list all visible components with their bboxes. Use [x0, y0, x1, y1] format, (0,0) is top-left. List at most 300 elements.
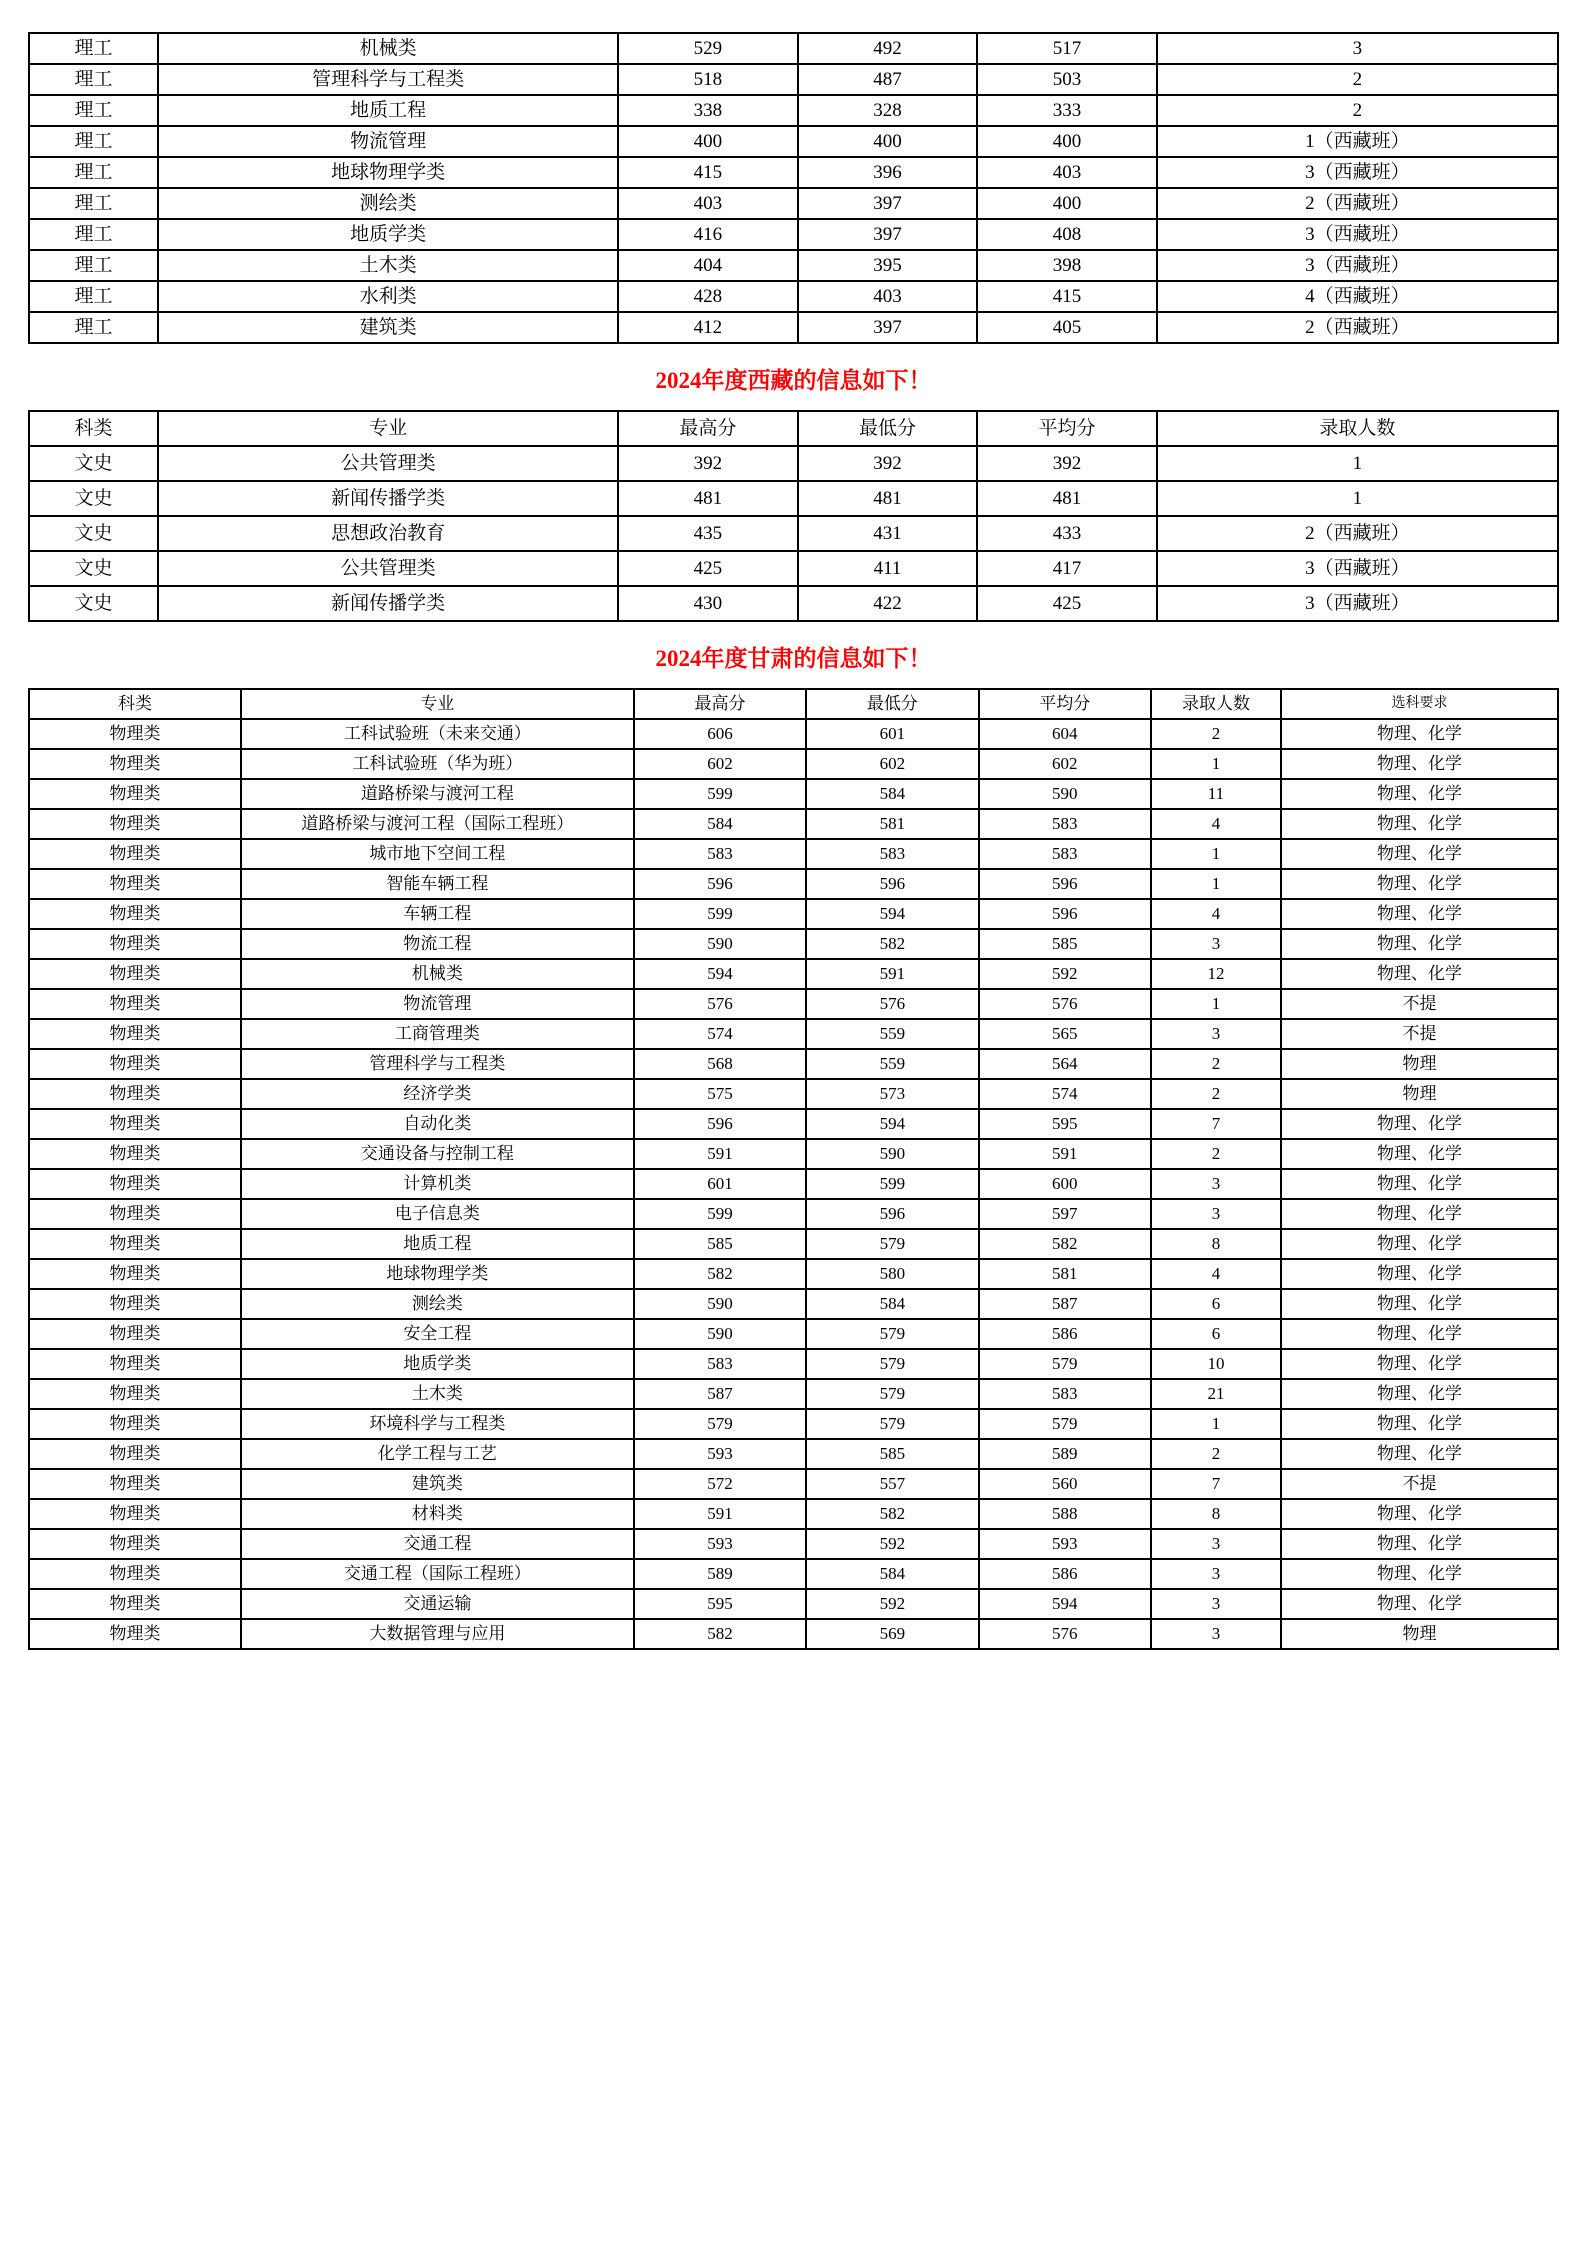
table-row	[29, 809, 1558, 839]
cell-high: 415	[618, 157, 798, 188]
table-row	[29, 1349, 1558, 1379]
cell-major: 机械类	[241, 959, 634, 989]
cell-high: 412	[618, 312, 798, 343]
cell-subject: 物理、化学	[1281, 1109, 1558, 1139]
table-row	[29, 1559, 1558, 1589]
table-row	[29, 481, 1558, 516]
cell-high: 599	[634, 779, 806, 809]
table-row	[29, 899, 1558, 929]
cell-avg: 586	[979, 1559, 1151, 1589]
cell-major: 水利类	[158, 281, 618, 312]
cell-type: 理工	[29, 95, 158, 126]
table-row	[29, 1589, 1558, 1619]
cell-count: 2（西藏班）	[1157, 516, 1558, 551]
cell-low: 392	[798, 446, 978, 481]
cell-count: 2	[1151, 1139, 1281, 1169]
cell-avg: 596	[979, 869, 1151, 899]
cell-count: 3	[1151, 1019, 1281, 1049]
cell-count: 3（西藏班）	[1157, 250, 1558, 281]
tibet-section-title: 2024年度西藏的信息如下！	[655, 368, 932, 393]
cell-high: 591	[634, 1139, 806, 1169]
cell-major: 交通运输	[241, 1589, 634, 1619]
cell-type: 理工	[29, 312, 158, 343]
cell-low: 411	[798, 551, 978, 586]
cell-type: 理工	[29, 33, 158, 64]
cell-subject: 物理、化学	[1281, 1379, 1558, 1409]
cell-major: 公共管理类	[158, 446, 618, 481]
cell-count: 1	[1151, 989, 1281, 1019]
cell-avg: 583	[979, 839, 1151, 869]
cell-avg: 582	[979, 1229, 1151, 1259]
tibet-continued-table	[28, 32, 1559, 344]
cell-subject: 不提	[1281, 989, 1558, 1019]
cell-major: 道路桥梁与渡河工程	[241, 779, 634, 809]
table-row	[29, 1439, 1558, 1469]
cell-type: 物理类	[29, 1079, 241, 1109]
table-row	[29, 219, 1558, 250]
cell-count: 8	[1151, 1499, 1281, 1529]
cell-count: 7	[1151, 1469, 1281, 1499]
cell-avg: 602	[979, 749, 1151, 779]
cell-low: 601	[806, 719, 978, 749]
cell-major: 工商管理类	[241, 1019, 634, 1049]
cell-type: 物理类	[29, 1589, 241, 1619]
cell-subject: 物理、化学	[1281, 929, 1558, 959]
cell-high: 572	[634, 1469, 806, 1499]
cell-avg: 481	[977, 481, 1157, 516]
cell-major: 自动化类	[241, 1109, 634, 1139]
cell-type: 理工	[29, 281, 158, 312]
cell-major: 公共管理类	[158, 551, 618, 586]
cell-high: 601	[634, 1169, 806, 1199]
cell-avg: 591	[979, 1139, 1151, 1169]
cell-type: 物理类	[29, 809, 241, 839]
cell-type: 物理类	[29, 1259, 241, 1289]
cell-count: 6	[1151, 1289, 1281, 1319]
bottom-spacer	[0, 1650, 1587, 1664]
cell-low: 602	[806, 749, 978, 779]
column-header-low: 最低分	[798, 411, 978, 446]
cell-low: 599	[806, 1169, 978, 1199]
cell-avg: 596	[979, 899, 1151, 929]
cell-count: 8	[1151, 1229, 1281, 1259]
cell-low: 582	[806, 1499, 978, 1529]
cell-count: 3（西藏班）	[1157, 551, 1558, 586]
column-header-high: 最高分	[618, 411, 798, 446]
table-row	[29, 719, 1558, 749]
cell-count: 4	[1151, 809, 1281, 839]
cell-subject: 物理、化学	[1281, 1259, 1558, 1289]
cell-subject: 物理、化学	[1281, 1139, 1558, 1169]
cell-high: 392	[618, 446, 798, 481]
table-row	[29, 312, 1558, 343]
cell-high: 435	[618, 516, 798, 551]
cell-high: 583	[634, 1349, 806, 1379]
cell-high: 606	[634, 719, 806, 749]
cell-subject: 物理、化学	[1281, 1349, 1558, 1379]
cell-avg: 593	[979, 1529, 1151, 1559]
table-row	[29, 959, 1558, 989]
table-row	[29, 516, 1558, 551]
top-spacer	[0, 0, 1587, 32]
cell-avg: 590	[979, 779, 1151, 809]
cell-avg: 408	[977, 219, 1157, 250]
cell-low: 581	[806, 809, 978, 839]
cell-major: 交通设备与控制工程	[241, 1139, 634, 1169]
cell-subject: 物理、化学	[1281, 719, 1558, 749]
cell-major: 建筑类	[241, 1469, 634, 1499]
cell-avg: 576	[979, 1619, 1151, 1649]
table-row	[29, 1409, 1558, 1439]
tibet-continued-table-body	[29, 33, 1558, 343]
cell-major: 智能车辆工程	[241, 869, 634, 899]
cell-low: 403	[798, 281, 978, 312]
tibet-table-head	[29, 411, 1558, 446]
cell-subject: 物理、化学	[1281, 1319, 1558, 1349]
table-row	[29, 250, 1558, 281]
cell-high: 590	[634, 1289, 806, 1319]
cell-major: 新闻传播学类	[158, 481, 618, 516]
table-row	[29, 551, 1558, 586]
cell-avg: 586	[979, 1319, 1151, 1349]
cell-major: 车辆工程	[241, 899, 634, 929]
cell-major: 管理科学与工程类	[241, 1049, 634, 1079]
cell-subject: 物理、化学	[1281, 1289, 1558, 1319]
cell-major: 道路桥梁与渡河工程（国际工程班）	[241, 809, 634, 839]
table-row	[29, 1019, 1558, 1049]
column-header-type: 科类	[29, 411, 158, 446]
cell-high: 590	[634, 929, 806, 959]
cell-count: 21	[1151, 1379, 1281, 1409]
gansu-table	[28, 688, 1559, 1650]
cell-count: 3	[1151, 1199, 1281, 1229]
column-header-major: 专业	[241, 689, 634, 719]
cell-high: 599	[634, 1199, 806, 1229]
column-header-high: 最高分	[634, 689, 806, 719]
cell-count: 2	[1157, 95, 1558, 126]
cell-avg: 398	[977, 250, 1157, 281]
cell-count: 3	[1151, 1619, 1281, 1649]
cell-major: 城市地下空间工程	[241, 839, 634, 869]
cell-high: 416	[618, 219, 798, 250]
cell-low: 569	[806, 1619, 978, 1649]
table-row	[29, 1469, 1558, 1499]
cell-type: 物理类	[29, 1619, 241, 1649]
cell-avg: 565	[979, 1019, 1151, 1049]
cell-high: 574	[634, 1019, 806, 1049]
cell-low: 579	[806, 1229, 978, 1259]
table-row	[29, 1379, 1558, 1409]
cell-count: 3	[1151, 1529, 1281, 1559]
table-row	[29, 1109, 1558, 1139]
cell-count: 1（西藏班）	[1157, 126, 1558, 157]
cell-low: 397	[798, 312, 978, 343]
column-header-count: 录取人数	[1157, 411, 1558, 446]
cell-major: 工科试验班（未来交通）	[241, 719, 634, 749]
table-row	[29, 1619, 1558, 1649]
cell-avg: 425	[977, 586, 1157, 621]
cell-major: 机械类	[158, 33, 618, 64]
cell-low: 431	[798, 516, 978, 551]
cell-count: 10	[1151, 1349, 1281, 1379]
cell-low: 328	[798, 95, 978, 126]
cell-low: 580	[806, 1259, 978, 1289]
cell-high: 593	[634, 1529, 806, 1559]
table-row	[29, 1229, 1558, 1259]
cell-type: 文史	[29, 551, 158, 586]
cell-low: 592	[806, 1589, 978, 1619]
cell-avg: 595	[979, 1109, 1151, 1139]
cell-high: 529	[618, 33, 798, 64]
cell-major: 地质学类	[158, 219, 618, 250]
table-row	[29, 586, 1558, 621]
cell-count: 3（西藏班）	[1157, 157, 1558, 188]
cell-high: 576	[634, 989, 806, 1019]
cell-high: 568	[634, 1049, 806, 1079]
cell-high: 596	[634, 869, 806, 899]
cell-avg: 564	[979, 1049, 1151, 1079]
cell-low: 582	[806, 929, 978, 959]
cell-low: 557	[806, 1469, 978, 1499]
table-row	[29, 1289, 1558, 1319]
cell-major: 测绘类	[158, 188, 618, 219]
cell-high: 582	[634, 1259, 806, 1289]
cell-low: 596	[806, 1199, 978, 1229]
cell-high: 583	[634, 839, 806, 869]
cell-type: 物理类	[29, 1349, 241, 1379]
cell-low: 559	[806, 1049, 978, 1079]
cell-count: 2	[1157, 64, 1558, 95]
cell-major: 土木类	[158, 250, 618, 281]
cell-avg: 579	[979, 1349, 1151, 1379]
cell-count: 1	[1151, 1409, 1281, 1439]
cell-count: 3	[1151, 1559, 1281, 1589]
cell-avg: 400	[977, 188, 1157, 219]
cell-major: 地球物理学类	[241, 1259, 634, 1289]
cell-avg: 405	[977, 312, 1157, 343]
cell-subject: 物理、化学	[1281, 1589, 1558, 1619]
cell-type: 物理类	[29, 1469, 241, 1499]
cell-high: 590	[634, 1319, 806, 1349]
cell-type: 物理类	[29, 1199, 241, 1229]
cell-count: 12	[1151, 959, 1281, 989]
cell-type: 物理类	[29, 1439, 241, 1469]
cell-type: 物理类	[29, 1499, 241, 1529]
cell-type: 理工	[29, 157, 158, 188]
cell-high: 403	[618, 188, 798, 219]
cell-major: 电子信息类	[241, 1199, 634, 1229]
cell-type: 理工	[29, 250, 158, 281]
cell-low: 492	[798, 33, 978, 64]
cell-avg: 594	[979, 1589, 1151, 1619]
column-header-count: 录取人数	[1151, 689, 1281, 719]
gansu-table-header-row	[29, 689, 1558, 719]
table-row	[29, 446, 1558, 481]
column-header-type: 科类	[29, 689, 241, 719]
cell-type: 理工	[29, 188, 158, 219]
table-row	[29, 869, 1558, 899]
cell-avg: 592	[979, 959, 1151, 989]
tibet-table-header-row	[29, 411, 1558, 446]
cell-high: 584	[634, 809, 806, 839]
cell-avg: 400	[977, 126, 1157, 157]
cell-subject: 物理、化学	[1281, 1439, 1558, 1469]
cell-low: 579	[806, 1379, 978, 1409]
cell-major: 地质工程	[241, 1229, 634, 1259]
column-header-avg: 平均分	[977, 411, 1157, 446]
cell-type: 物理类	[29, 989, 241, 1019]
cell-low: 396	[798, 157, 978, 188]
table-row	[29, 749, 1558, 779]
cell-type: 文史	[29, 446, 158, 481]
column-header-avg: 平均分	[979, 689, 1151, 719]
cell-major: 物流管理	[158, 126, 618, 157]
cell-low: 590	[806, 1139, 978, 1169]
table-row	[29, 157, 1558, 188]
cell-major: 管理科学与工程类	[158, 64, 618, 95]
cell-low: 422	[798, 586, 978, 621]
table-row	[29, 33, 1558, 64]
cell-avg: 600	[979, 1169, 1151, 1199]
cell-major: 环境科学与工程类	[241, 1409, 634, 1439]
table-row	[29, 1169, 1558, 1199]
cell-subject: 物理、化学	[1281, 749, 1558, 779]
cell-count: 1	[1157, 446, 1558, 481]
cell-type: 理工	[29, 64, 158, 95]
gansu-section-title: 2024年度甘肃的信息如下！	[655, 646, 932, 671]
cell-subject: 物理、化学	[1281, 959, 1558, 989]
cell-avg: 579	[979, 1409, 1151, 1439]
gansu-table-head	[29, 689, 1558, 719]
table-row	[29, 779, 1558, 809]
tibet-table-body	[29, 446, 1558, 621]
cell-low: 596	[806, 869, 978, 899]
cell-high: 587	[634, 1379, 806, 1409]
cell-high: 585	[634, 1229, 806, 1259]
cell-avg: 583	[979, 1379, 1151, 1409]
cell-low: 397	[798, 219, 978, 250]
cell-major: 新闻传播学类	[158, 586, 618, 621]
cell-low: 481	[798, 481, 978, 516]
cell-low: 397	[798, 188, 978, 219]
cell-low: 585	[806, 1439, 978, 1469]
cell-count: 3	[1151, 929, 1281, 959]
cell-count: 3（西藏班）	[1157, 219, 1558, 250]
cell-type: 物理类	[29, 839, 241, 869]
cell-high: 575	[634, 1079, 806, 1109]
table-row	[29, 281, 1558, 312]
cell-low: 591	[806, 959, 978, 989]
cell-count: 4（西藏班）	[1157, 281, 1558, 312]
cell-type: 理工	[29, 126, 158, 157]
cell-major: 地质学类	[241, 1349, 634, 1379]
cell-major: 地质工程	[158, 95, 618, 126]
cell-low: 584	[806, 779, 978, 809]
cell-type: 物理类	[29, 719, 241, 749]
column-header-major: 专业	[158, 411, 618, 446]
cell-subject: 物理	[1281, 1079, 1558, 1109]
cell-subject: 物理、化学	[1281, 1559, 1558, 1589]
cell-avg: 583	[979, 809, 1151, 839]
gansu-table-body	[29, 719, 1558, 1649]
cell-count: 1	[1151, 749, 1281, 779]
cell-major: 经济学类	[241, 1079, 634, 1109]
cell-avg: 433	[977, 516, 1157, 551]
cell-count: 4	[1151, 1259, 1281, 1289]
cell-type: 物理类	[29, 869, 241, 899]
cell-avg: 587	[979, 1289, 1151, 1319]
cell-high: 518	[618, 64, 798, 95]
cell-avg: 604	[979, 719, 1151, 749]
cell-major: 交通工程（国际工程班）	[241, 1559, 634, 1589]
cell-type: 物理类	[29, 1409, 241, 1439]
cell-type: 物理类	[29, 779, 241, 809]
cell-avg: 574	[979, 1079, 1151, 1109]
cell-major: 材料类	[241, 1499, 634, 1529]
table-row	[29, 95, 1558, 126]
table-row	[29, 1499, 1558, 1529]
cell-low: 594	[806, 899, 978, 929]
cell-major: 建筑类	[158, 312, 618, 343]
cell-type: 物理类	[29, 1529, 241, 1559]
cell-type: 文史	[29, 516, 158, 551]
cell-subject: 物理	[1281, 1049, 1558, 1079]
cell-subject: 物理、化学	[1281, 1529, 1558, 1559]
table-row	[29, 989, 1558, 1019]
cell-avg: 503	[977, 64, 1157, 95]
table-row	[29, 1529, 1558, 1559]
cell-type: 物理类	[29, 899, 241, 929]
cell-subject: 物理、化学	[1281, 809, 1558, 839]
cell-avg: 560	[979, 1469, 1151, 1499]
cell-type: 物理类	[29, 1289, 241, 1319]
cell-major: 地球物理学类	[158, 157, 618, 188]
cell-subject: 物理、化学	[1281, 1499, 1558, 1529]
cell-count: 4	[1151, 899, 1281, 929]
cell-high: 404	[618, 250, 798, 281]
table-row	[29, 839, 1558, 869]
table-row	[29, 1049, 1558, 1079]
cell-low: 395	[798, 250, 978, 281]
cell-high: 602	[634, 749, 806, 779]
cell-count: 1	[1157, 481, 1558, 516]
cell-type: 物理类	[29, 749, 241, 779]
table-row	[29, 1319, 1558, 1349]
cell-low: 584	[806, 1289, 978, 1319]
cell-count: 3（西藏班）	[1157, 586, 1558, 621]
cell-count: 2	[1151, 719, 1281, 749]
cell-type: 文史	[29, 586, 158, 621]
cell-high: 589	[634, 1559, 806, 1589]
cell-low: 559	[806, 1019, 978, 1049]
table-row	[29, 929, 1558, 959]
cell-avg: 333	[977, 95, 1157, 126]
cell-low: 579	[806, 1349, 978, 1379]
table-row	[29, 1139, 1558, 1169]
cell-count: 2（西藏班）	[1157, 188, 1558, 219]
cell-major: 物流工程	[241, 929, 634, 959]
cell-major: 工科试验班（华为班）	[241, 749, 634, 779]
cell-subject: 物理、化学	[1281, 1409, 1558, 1439]
cell-low: 400	[798, 126, 978, 157]
cell-subject: 物理、化学	[1281, 1199, 1558, 1229]
cell-type: 物理类	[29, 1019, 241, 1049]
cell-count: 2	[1151, 1079, 1281, 1109]
cell-major: 大数据管理与应用	[241, 1619, 634, 1649]
cell-major: 土木类	[241, 1379, 634, 1409]
cell-high: 599	[634, 899, 806, 929]
cell-subject: 物理、化学	[1281, 839, 1558, 869]
